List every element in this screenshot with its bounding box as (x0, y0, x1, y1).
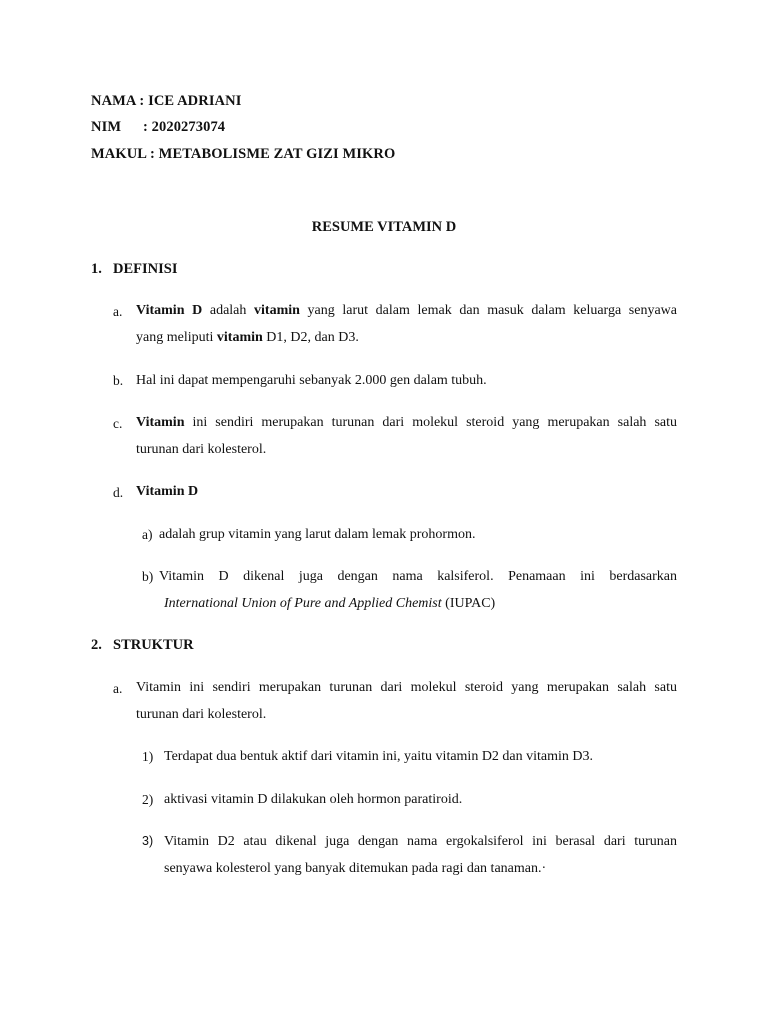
vitamin-term: Vitamin (136, 415, 185, 430)
section-1-number: 1. (91, 261, 102, 277)
page-title: RESUME VITAMIN D (311, 219, 457, 235)
student-nim-line (91, 119, 121, 136)
num-3-marker: 3) (142, 834, 154, 848)
item-2a-line-1: Vitamin ini sendiri merupakan turunan dari molekul steroid yang merupakan salah satu (136, 680, 677, 695)
nama-label: NAMA : (91, 93, 149, 109)
vitamin-term: vitamin (216, 330, 263, 345)
num-1-marker: 1) (142, 749, 154, 764)
item-1c-line-1 (136, 415, 677, 431)
sub-b-marker: b) (142, 569, 154, 584)
num-3-line-2: senyawa kolesterol yang banyak ditemukan pada ragi dan tanaman.· (164, 861, 547, 876)
item-1b-text: Hal ini dapat mempengaruhi sebanyak 2.000 gen dalam tubuh. (136, 373, 487, 388)
item-1c-line-2: turunan dari kolesterol. (136, 442, 267, 457)
vitamin-term: vitamin (254, 303, 300, 318)
item-2a-marker: a. (113, 681, 123, 696)
makul-label: MAKUL : (91, 146, 159, 162)
item-1a-line-1 (136, 303, 677, 319)
section-2-number: 2. (91, 637, 102, 653)
makul-value: METABOLISME ZAT GIZI MIKRO (158, 146, 396, 162)
item-1c-marker: c. (113, 416, 123, 431)
text-fragment: adalah (202, 303, 255, 318)
vitamin-d-term: Vitamin D (136, 303, 203, 318)
item-1b-marker: b. (113, 373, 124, 388)
course-line (91, 146, 395, 163)
num-2-text: aktivasi vitamin D dilakukan oleh hormon paratiroid. (164, 792, 463, 807)
section-2-heading: STRUKTUR (113, 637, 194, 653)
text-fragment: (IUPAC) (441, 596, 496, 611)
student-name-line (91, 93, 241, 110)
sub-a-text: adalah grup vitamin yang larut dalam lemak prohormon. (159, 527, 476, 542)
sub-a-marker: a) (142, 527, 153, 542)
item-1a-marker: a. (113, 304, 123, 319)
text-fragment: ini sendiri merupakan turunan dari molekul steroid yang merupakan salah satu (184, 415, 677, 430)
item-1d-marker: d. (113, 485, 124, 500)
text-fragment: D1, D2, dan D3. (262, 330, 359, 345)
num-1-text: Terdapat dua bentuk aktif dari vitamin ini, yaitu vitamin D2 dan vitamin D3. (164, 749, 594, 764)
nama-value: ICE ADRIANI (148, 93, 242, 109)
item-2a-line-2: turunan dari kolesterol. (136, 707, 267, 722)
text-fragment: yang meliputi (136, 330, 217, 345)
item-1d-heading: Vitamin D (136, 484, 199, 499)
num-2-marker: 2) (142, 792, 154, 807)
sub-b-line-1: Vitamin D dikenal juga dengan nama kalsiferol. Penamaan ini berdasarkan (159, 569, 677, 584)
nim-value: : 2020273074 (143, 119, 226, 135)
iupac-full-name: International Union of Pure and Applied Chemist (164, 596, 442, 611)
section-1-heading: DEFINISI (113, 261, 178, 277)
sub-b-line-2 (164, 596, 495, 612)
num-3-line-1: Vitamin D2 atau dikenal juga dengan nama ergokalsiferol ini berasal dari turunan (164, 834, 677, 849)
text-fragment: yang larut dalam lemak dan masuk dalam keluarga senyawa (299, 303, 677, 318)
nim-label: NIM (91, 119, 122, 135)
item-1a-line-2 (136, 330, 359, 346)
